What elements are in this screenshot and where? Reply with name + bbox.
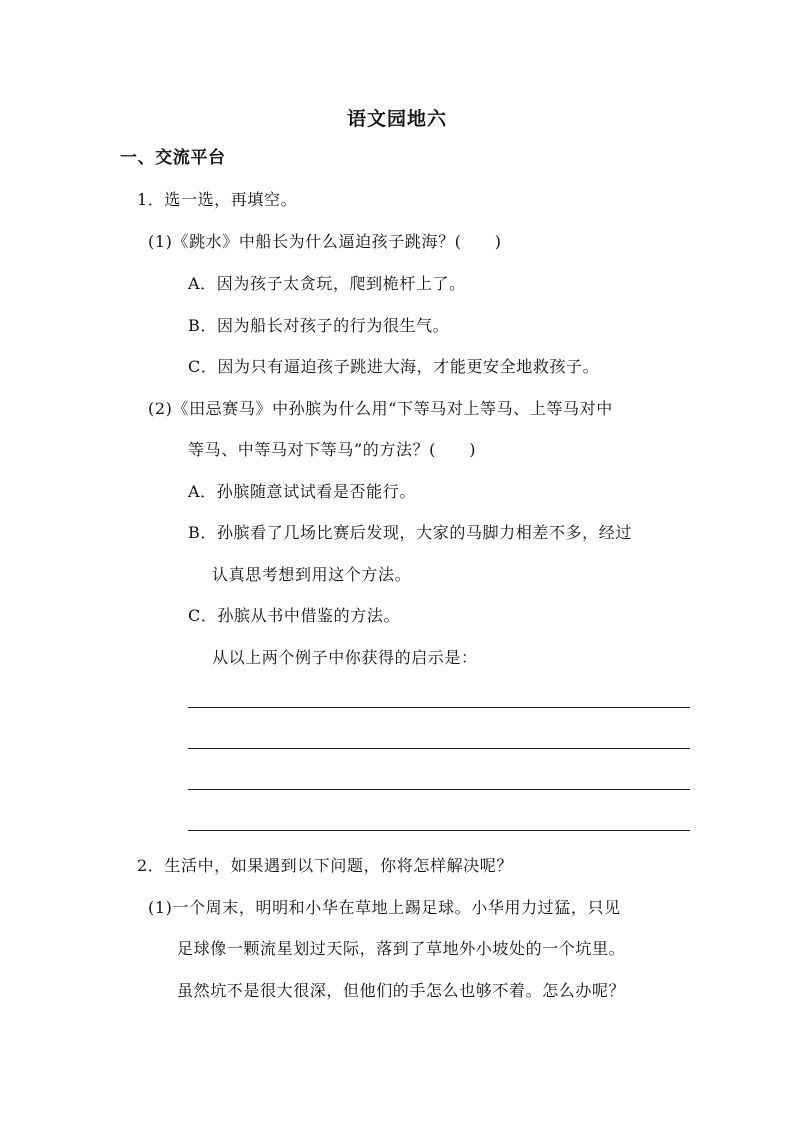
question-1-2-stem-line1: (2)《田忌赛马》中孙膑为什么用“下等马对上等马、上等马对中 (148, 399, 613, 418)
answer-line-3[interactable] (188, 789, 690, 790)
question-1-2-option-b-line2: 认真思考想到用这个方法。 (212, 565, 412, 584)
question-1-1-option-a: A．因为孩子太贪玩，爬到桅杆上了。 (188, 274, 466, 293)
question-1-2-stem-line2: 等马、中等马对下等马”的方法？( ) (188, 440, 477, 459)
page-title: 语文园地六 (346, 108, 447, 130)
answer-line-4[interactable] (188, 830, 690, 831)
question-2-label: 2．生活中，如果遇到以下问题，你将怎样解决呢？ (137, 856, 513, 875)
question-1-1-option-c: C．因为只有逼迫孩子跳进大海，才能更安全地救孩子。 (188, 357, 600, 376)
question-1-label: 1．选一选，再填空。 (137, 190, 298, 209)
question-1-2-option-a: A．孙膑随意试试看是否能行。 (188, 482, 416, 501)
question-2-1-line2: 足球像一颗流星划过天际，落到了草地外小坡处的一个坑里。 (177, 939, 626, 958)
answer-line-2[interactable] (188, 748, 690, 749)
question-2-1-line1: (1)一个周末，明明和小华在草地上踢足球。小华用力过猛，只见 (148, 898, 621, 917)
question-2-1-line3: 虽然坑不是很大很深，但他们的手怎么也够不着。怎么办呢？ (177, 981, 626, 1000)
inspiration-prompt: 从以上两个例子中你获得的启示是： (212, 648, 478, 667)
answer-line-1[interactable] (188, 707, 690, 708)
question-1-2-option-b-line1: B．孙膑看了几场比赛后发现，大家的马脚力相差不多，经过 (188, 523, 632, 542)
question-1-1-stem: (1)《跳水》中船长为什么逼迫孩子跳海？( ) (148, 232, 502, 251)
section-heading: 一、交流平台 (120, 148, 226, 168)
question-1-1-option-b: B．因为船长对孩子的行为很生气。 (188, 316, 450, 335)
question-1-2-option-c: C．孙膑从书中借鉴的方法。 (188, 606, 401, 625)
